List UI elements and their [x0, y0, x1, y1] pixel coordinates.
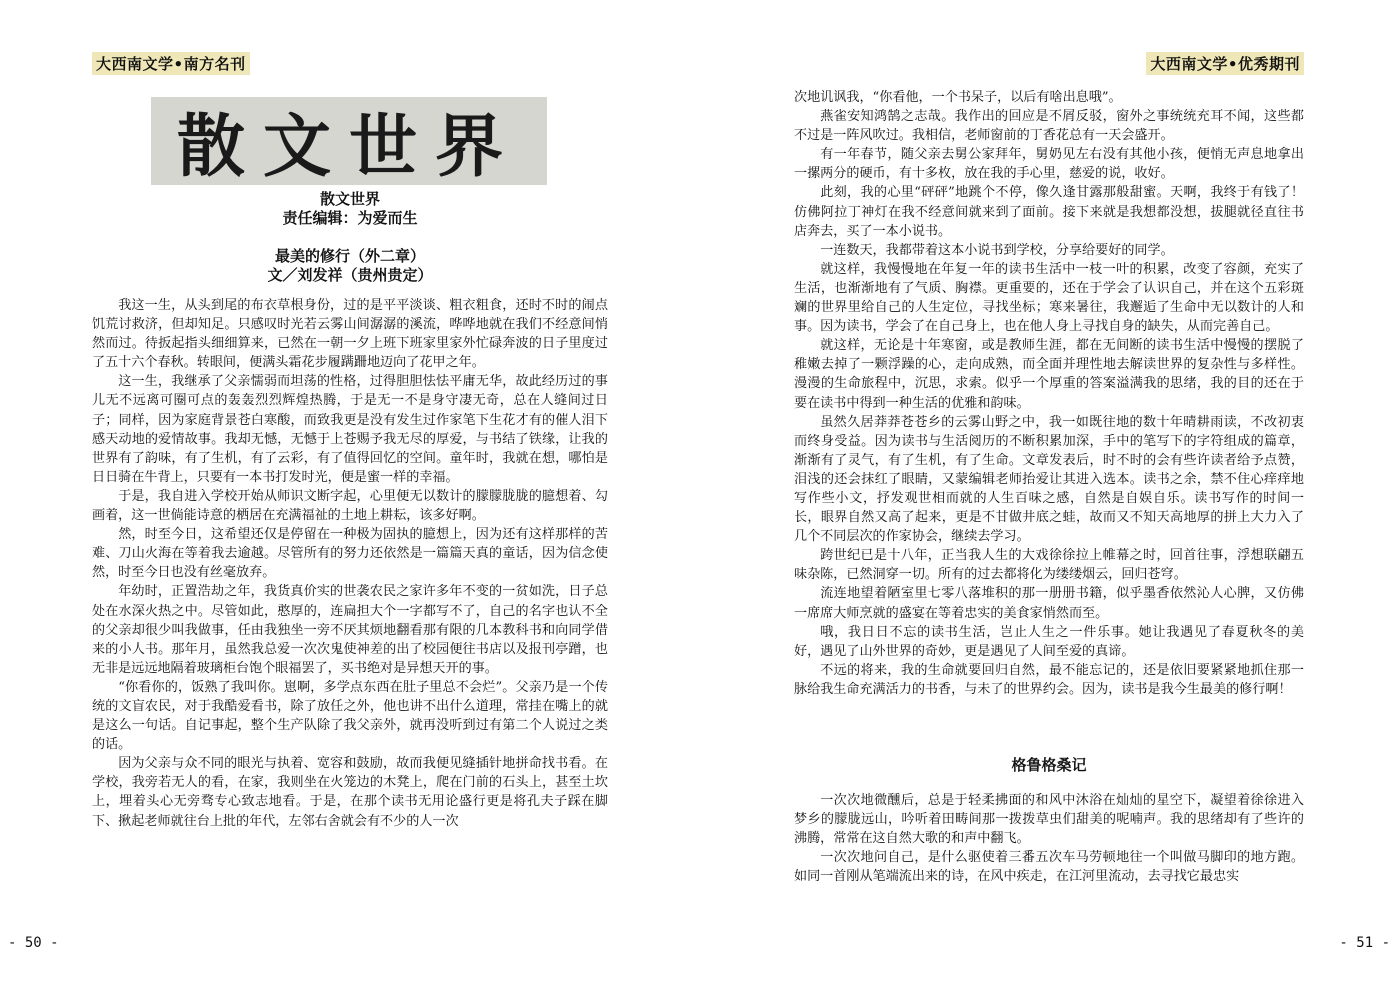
paragraph: 就这样，我慢慢地在年复一年的读书生活中一枝一叶的积累，改变了容颜，充实了生活，也渐渐地有了气质、胸襟。更重要的，还在于学会了认识自己，并在这个五彩斑斓的世界里给自己的人生定位，寻找坐标；寒来暑往，我邂逅了生命中无以数计的人和事。因为读书，学会了在自己身上，也在他人身上寻找自身的缺失，从而完善自己。: [794, 261, 1304, 335]
page-number-right: - 51 -: [1339, 935, 1390, 951]
banner-calligraphy-text: 散文世界: [176, 106, 521, 187]
left-article-body: [92, 296, 608, 831]
editor-line: 责任编辑：为爱而生: [282, 209, 418, 227]
paragraph: 于是，我自进入学校开始从师识文断字起，心里便无以数计的朦朦胧胧的臆想着、勾画着，这一世倘能诗意的栖居在充满福祉的土地上耕耘，该多好啊。: [92, 488, 608, 524]
article-title: 最美的修行（外二章）: [274, 247, 425, 265]
paragraph: 虽然久居莽莽苍苍乡的云雾山野之中，我一如既往地的数十年晴耕雨读，不改初衷而终身受益。因为读书与生活阅历的不断积累加深，手中的笔写下的字符组成的篇章，渐渐有了灵气，有了生机，有了生命。文章发表后，时不时的会有些许读者给予点赞，泪浅的还会抹红了眼睛，又蒙编辑老师抬爱让其进入选本。读书之余，禁不住心痒痒地写作些小文，抒发观世相而就的人生百味之感，自然是自娱自乐。读书写作的时间一长，眼界自然又高了起来，更是不甘做井底之蛙，故而又不知天高地厚的拼上大力入了几个不同层次的作家协会，继续去学习。: [794, 414, 1304, 545]
column-title: 散文世界: [319, 190, 380, 208]
paragraph: 一连数天，我都带着这本小说书到学校，分享给要好的同学。: [820, 242, 1174, 258]
section-title: 格鲁格桑记: [1011, 756, 1087, 774]
right-article-body: [794, 88, 1304, 699]
paragraph: 哦，我日日不忘的读书生活，岂止人生之一件乐事。她让我遇见了春夏秋冬的美好，遇见了山外世界的奇妙，更是遇见了人间至爱的真谛。: [794, 624, 1304, 659]
section-body: [794, 791, 1304, 886]
left-running-header: 大西南文学•南方名刊: [92, 52, 250, 75]
right-running-header: 大西南文学•优秀期刊: [1146, 52, 1304, 75]
paragraph: 一次次地微醺后，总是于轻柔拂面的和风中沐浴在灿灿的星空下，凝望着徐徐进入梦乡的朦胧远山，吟听着田畴间那一拨拨草虫们甜美的呢喃声。我的思绪却有了些许的沸腾，常常在这自然大歌的和声中翻飞。: [794, 793, 1304, 847]
calligraphy-banner: [151, 97, 547, 185]
paragraph: 这一生，我继承了父亲懦弱而坦荡的性格，过得胆胆怯怯平庸无华，故此经历过的事儿无不远离可圈可点的轰轰烈烈辉煌热腾，于是无一不是身守凄无奇，总在人缝间过日子；同样，因为家庭背景苍白寒酸，而致我更是没有发生过作家笔下生花才有的催人泪下感天动地的爱情故事。我却无憾，无憾于上苍赐予我无尽的厚爱，与书结了铁缘，让我的世界有了韵味，有了生机，有了云彩，有了值得回忆的空间。童年时，我就在想，哪怕是日日骑在牛背上，只要有一本书打发时光，便是蜜一样的幸福。: [92, 374, 608, 485]
paragraph: 然，时至今日，这希望还仅是停留在一种极为固执的臆想上，因为还有这样那样的苦难、刀山火海在等着我去逾越。尽管所有的努力还依然是一篇篇天真的童话，因为信念使然，时至今日也没有丝毫放弃。: [92, 527, 608, 581]
paragraph: 年幼时，正置浩劫之年，我货真价实的世袭农民之家许多年不变的一贫如洗，日子总处在水深火热之中。尽管如此，憨厚的，连扁担大个一字都写不了，自己的名字也认不全的父亲却很少叫我做事，任由我独坐一旁不厌其烦地翻看那有限的几本教科书和向同学借来的小人书。那年月，虽然我总爱一次次鬼使神差的出了校园便往书店以及报刊亭蹭，也无非是远远地隔着玻璃柜台饱个眼福罢了，买书绝对是异想天开的事。: [92, 584, 608, 676]
paragraph: 跨世纪已是十八年，正当我人生的大戏徐徐拉上帷幕之时，回首往事，浮想联翩五味杂陈，已然洞穿一切。所有的过去都将化为缕缕烟云，回归苍穹。: [794, 548, 1304, 583]
paragraph: 燕雀安知鸿鹄之志哉。我作出的回应是不屑反驳，窗外之事统统充耳不闻，这些都不过是一阵风吹过。我相信，老师窗前的丁香花总有一天会盛开。: [794, 109, 1304, 144]
paragraph: 就这样，无论是十年寒窗，或是教师生涯，都在无间断的读书生活中慢慢的摆脱了稚嫩去掉了一颗浮躁的心，走向成熟，而全面并理性地去解读世界的复杂性与多样性。漫漫的生命旅程中，沉思，求索。似乎一个厚重的答案溢满我的思绪，我的目的还在于要在读书中得到一种生活的优雅和韵味。: [794, 338, 1304, 411]
paragraph: 一次次地问自己，是什么驱使着三番五次车马劳顿地往一个叫做马脚印的地方跑。如同一首刚从笔端流出来的诗，在风中疾走，在江河里流动，去寻找它最忠实: [794, 850, 1304, 885]
paragraph: “你看你的，饭熟了我叫你。崽啊，多学点东西在肚子里总不会烂”。父亲乃是一个传统的文盲农民，对于我酷爱看书，除了放任之外，他也讲不出什么道理，常挂在嘴上的就是这么一句话。自记事起，整个生产队除了我父亲外，就再没听到过有第二个人说过之类的话。: [92, 679, 608, 753]
article-byline: 文／刘发祥（贵州贵定）: [267, 266, 433, 284]
paragraph: 流连地望着陋室里七零八落堆积的那一册册书籍，似乎墨香依然沁人心脾，又仿佛一席席大师烹就的盛宴在等着忠实的美食家悄然而至。: [794, 586, 1304, 621]
paragraph: 不远的将来，我的生命就要回归自然，最不能忘记的，还是依旧要紧紧地抓住那一脉给我生命充满活力的书香，与未了的世界约会。因为，读书是我今生最美的修行啊！: [794, 662, 1304, 697]
right-page: [699, 0, 1398, 982]
paragraph: 我这一生，从头到尾的布衣草根身份，过的是平平淡谈、粗衣粗食，还时不时的闹点饥荒讨救济，但却知足。只感叹时光若云雾山间潺潺的溪流，哗哗地就在我们不经意间悄然而过。待扳起指头细细算来，已然在一朝一夕上班下班家里家外忙碌奔波的日子里度过了五十六个春秋。转眼间，便满头霜花步履蹒跚地迈向了花甲之年。: [92, 298, 608, 371]
page-number-left: - 50 -: [8, 935, 59, 951]
paragraph: 有一年春节，随父亲去舅公家拜年，舅奶见左右没有其他小孩，便悄无声息地拿出一摞两分的硬币，有十多枚，放在我的手心里，慈爱的说，收好。: [794, 147, 1304, 182]
paragraph: 此刻，我的心里“砰砰”地跳个不停，像久逢甘露那般甜蜜。天啊，我终于有钱了！仿佛阿拉丁神灯在我不经意间就来到了面前。接下来就是我想都没想，拔腿就径直往书店奔去，买了一本小说书。: [794, 185, 1304, 239]
continued-paragraph: 次地讥讽我，“你看他，一个书呆子，以后有啥出息哦”。: [794, 90, 1122, 105]
paragraph: 因为父亲与众不同的眼光与执着、宽容和鼓励，故而我便见缝插针地拼命找书看。在学校，我旁若无人的看，在家，我则坐在火笼边的木凳上，爬在门前的石头上，甚至土坎上，埋着头心无旁骛专心致志地看。于是，在那个读书无用论盛行更是将孔夫子踩在脚下、揪起老师就往台上批的年代，左邻右舍就会有不少的人一次: [92, 756, 608, 829]
